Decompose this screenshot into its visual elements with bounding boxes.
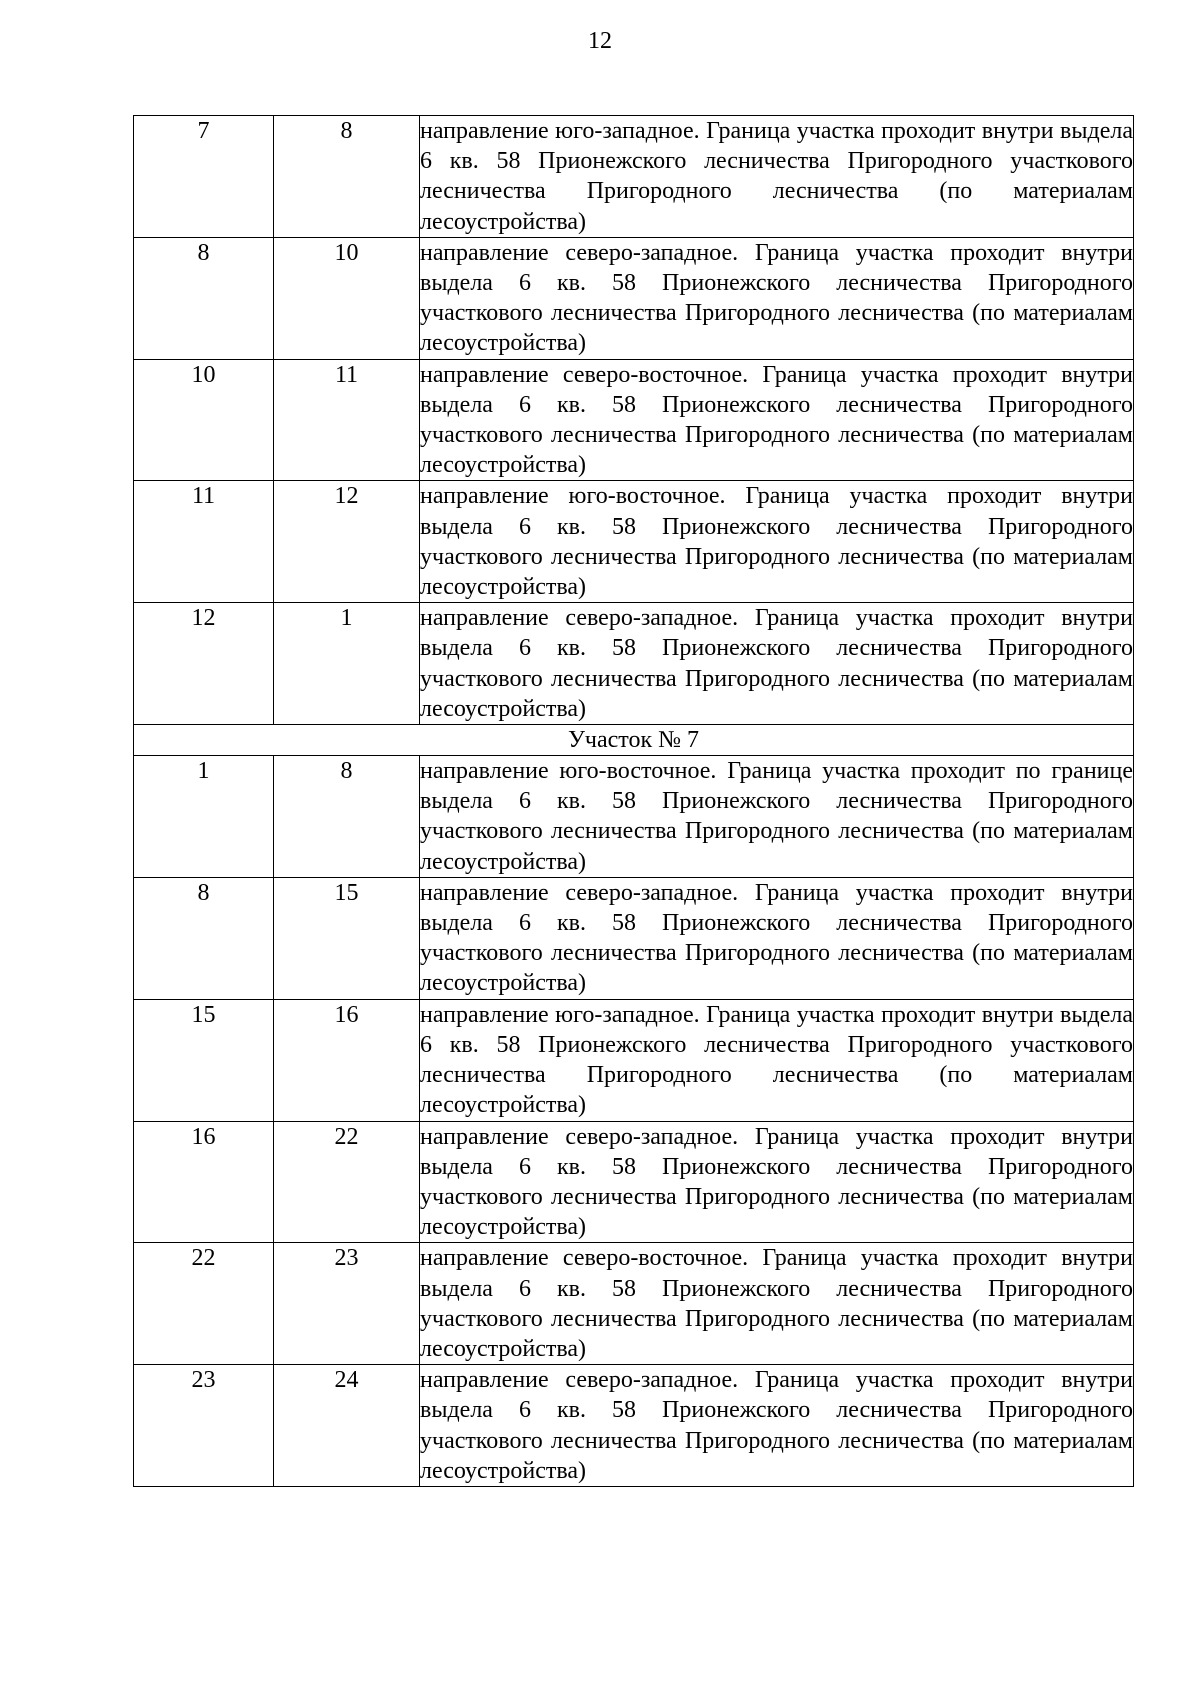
point-to-cell: 23 bbox=[274, 1243, 420, 1365]
table-row bbox=[134, 481, 1134, 603]
boundary-description-cell: направление юго-западное. Граница участка проходит внутри выдела 6 кв. 58 Прионежского лесничества Пригородного участкового лесничества Пригородного лесничества (по материалам лесоустройства) bbox=[420, 999, 1134, 1121]
point-to-cell: 15 bbox=[274, 877, 420, 999]
point-from-cell: 7 bbox=[134, 116, 274, 238]
boundary-table-body bbox=[134, 116, 1134, 1487]
table-row bbox=[134, 756, 1134, 878]
point-from-cell: 12 bbox=[134, 603, 274, 725]
table-row bbox=[134, 1243, 1134, 1365]
boundary-description-cell: направление юго-западное. Граница участка проходит внутри выдела 6 кв. 58 Прионежского лесничества Пригородного участкового лесничества Пригородного лесничества (по материалам лесоустройства) bbox=[420, 116, 1134, 238]
boundary-description-cell: направление северо-западное. Граница участка проходит внутри выдела 6 кв. 58 Прионежского лесничества Пригородного участкового лесничества Пригородного лесничества (по материалам лесоустройства) bbox=[420, 1365, 1134, 1487]
table-row bbox=[134, 603, 1134, 725]
boundary-description-cell: направление юго-восточное. Граница участка проходит по границе выдела 6 кв. 58 Прионежского лесничества Пригородного участкового лесничества Пригородного лесничества (по материалам лесоустройства) bbox=[420, 756, 1134, 878]
point-from-cell: 1 bbox=[134, 756, 274, 878]
point-to-cell: 8 bbox=[274, 116, 420, 238]
point-from-cell: 8 bbox=[134, 877, 274, 999]
boundary-table bbox=[133, 115, 1134, 1487]
table-row bbox=[134, 359, 1134, 481]
point-to-cell: 11 bbox=[274, 359, 420, 481]
boundary-description-cell: направление северо-восточное. Граница участка проходит внутри выдела 6 кв. 58 Прионежского лесничества Пригородного участкового лесничества Пригородного лесничества (по материалам лесоустройства) bbox=[420, 1243, 1134, 1365]
boundary-description-cell: направление северо-западное. Граница участка проходит внутри выдела 6 кв. 58 Прионежского лесничества Пригородного участкового лесничества Пригородного лесничества (по материалам лесоустройства) bbox=[420, 877, 1134, 999]
point-from-cell: 10 bbox=[134, 359, 274, 481]
section-title: Участок № 7 bbox=[134, 725, 1134, 756]
section-header-row bbox=[134, 725, 1134, 756]
point-to-cell: 16 bbox=[274, 999, 420, 1121]
point-to-cell: 12 bbox=[274, 481, 420, 603]
page-number: 12 bbox=[588, 28, 612, 54]
point-from-cell: 15 bbox=[134, 999, 274, 1121]
boundary-description-cell: направление юго-восточное. Граница участка проходит внутри выдела 6 кв. 58 Прионежского лесничества Пригородного участкового лесничества Пригородного лесничества (по материалам лесоустройства) bbox=[420, 481, 1134, 603]
boundary-description-cell: направление северо-западное. Граница участка проходит внутри выдела 6 кв. 58 Прионежского лесничества Пригородного участкового лесничества Пригородного лесничества (по материалам лесоустройства) bbox=[420, 603, 1134, 725]
boundary-description-cell: направление северо-западное. Граница участка проходит внутри выдела 6 кв. 58 Прионежского лесничества Пригородного участкового лесничества Пригородного лесничества (по материалам лесоустройства) bbox=[420, 1121, 1134, 1243]
point-to-cell: 24 bbox=[274, 1365, 420, 1487]
point-from-cell: 11 bbox=[134, 481, 274, 603]
point-from-cell: 8 bbox=[134, 237, 274, 359]
table-row bbox=[134, 877, 1134, 999]
point-from-cell: 22 bbox=[134, 1243, 274, 1365]
point-from-cell: 23 bbox=[134, 1365, 274, 1487]
point-from-cell: 16 bbox=[134, 1121, 274, 1243]
point-to-cell: 1 bbox=[274, 603, 420, 725]
table-row bbox=[134, 1121, 1134, 1243]
boundary-description-cell: направление северо-восточное. Граница участка проходит внутри выдела 6 кв. 58 Прионежского лесничества Пригородного участкового лесничества Пригородного лесничества (по материалам лесоустройства) bbox=[420, 359, 1134, 481]
point-to-cell: 10 bbox=[274, 237, 420, 359]
point-to-cell: 8 bbox=[274, 756, 420, 878]
table-row bbox=[134, 237, 1134, 359]
table-row bbox=[134, 116, 1134, 238]
table-row bbox=[134, 999, 1134, 1121]
point-to-cell: 22 bbox=[274, 1121, 420, 1243]
table-row bbox=[134, 1365, 1134, 1487]
boundary-description-cell: направление северо-западное. Граница участка проходит внутри выдела 6 кв. 58 Прионежского лесничества Пригородного участкового лесничества Пригородного лесничества (по материалам лесоустройства) bbox=[420, 237, 1134, 359]
